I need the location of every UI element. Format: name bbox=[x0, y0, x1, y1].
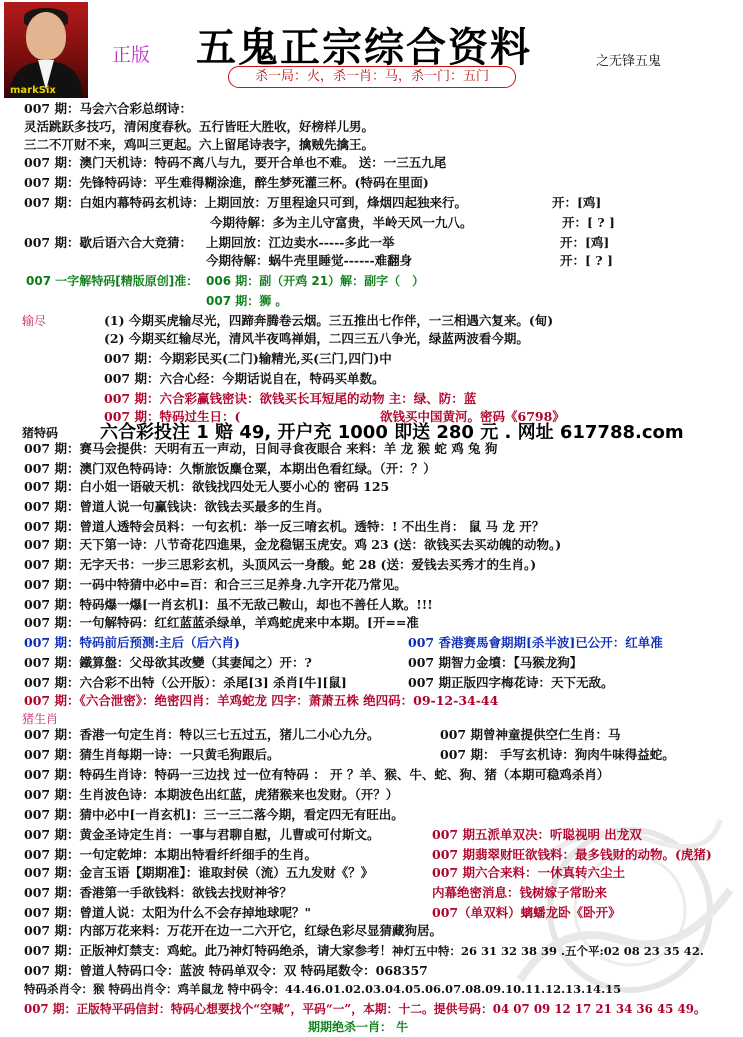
line-08: 007 期：歇后语六合大竞猜： bbox=[24, 235, 192, 250]
line-37: 007 期：黄金圣诗定生肖：一事与君聊自慰，儿曹或可付斯文。 bbox=[24, 827, 380, 842]
line-12: (1) 今期买虎输尽光，四蹄奔腾卷云烟。三五推出七作伴，一三相遇六复来。(甸) bbox=[104, 313, 554, 328]
line-11: 007 期：狮 。 bbox=[206, 294, 288, 308]
line-32: 007 期：香港一句定生肖：特以三七五过五，猪儿二小心九分。 bbox=[24, 727, 380, 742]
line-07-open: 开：[ ? ] bbox=[562, 215, 615, 230]
line-21: 007 期：曾道人说一句赢钱诀：欲钱去买最多的生肖。 bbox=[24, 499, 330, 514]
line-06-open: 开：[鸡] bbox=[552, 195, 602, 210]
line-24: 007 期：无字天书：一步三思彩玄机，头顶风云一身酸。蛇 28 (送：爱钱去买秀才的生肖。) bbox=[24, 557, 537, 572]
line-09-open: 开：[ ? ] bbox=[560, 253, 613, 268]
line-43: 007 期：正版神灯禁支：鸡蛇。此乃神灯特码绝杀，请大家参考！ bbox=[24, 943, 392, 958]
page-title: 五鬼正宗综合资料 bbox=[196, 24, 532, 71]
line-29-b: 007 期智力金墳：【马猴龙狗】 bbox=[408, 655, 583, 670]
line-39: 007 期：金言玉语【期期准】：谁取封侯（流）五九发财《？》 bbox=[24, 865, 374, 880]
line-32-b: 007 期曾神童提供空仁生肖：马 bbox=[440, 727, 621, 742]
line-31: 007 期：《六合泄密》：绝密四肖：羊鸡蛇龙 四字：萧萧五株 绝四码：09-12-34-44 bbox=[24, 693, 499, 708]
line-13: (2) 今期买红输尽光，清风半夜鸣禅娟，二四三五八争光，绿蓝两波看今期。 bbox=[104, 331, 529, 346]
line-01: 007 期：马会六合彩总纲诗： bbox=[24, 101, 192, 116]
line-17: 007 期：特码过生日：( bbox=[104, 409, 241, 424]
line-36: 007 期：猜中必中[一肖玄机]：三一三二落今期，看定四无有旺出。 bbox=[24, 807, 404, 822]
line-06: 007 期：白姐内幕特码玄机诗：上期回放：万里程途只可到，烽烟四起独来行。 bbox=[24, 195, 467, 210]
line-10-b: 006 期：副（开鸡 21）解：副字（ ） bbox=[206, 274, 425, 288]
line-17-b: 欲钱买中国黄河。密码《6798》 bbox=[380, 409, 565, 424]
line-44: 007 期：曾道人特码口令：蓝波 特码单双令：双 特码尾数令：068357 bbox=[24, 963, 428, 978]
line-22: 007 期：曾道人透特会员料：一句玄机：举一反三唷玄机。透特：! 不出生肖： 鼠 马 龙 开？ bbox=[24, 519, 545, 534]
author-label: 之无锋五鬼 bbox=[596, 54, 662, 69]
portrait-photo bbox=[4, 2, 88, 98]
side-label-zhutema: 猪特码 bbox=[22, 426, 59, 440]
line-30-b: 007 期正版四字梅花诗：天下无敌。 bbox=[408, 675, 614, 690]
side-label-shuying: 输尽 bbox=[22, 314, 47, 328]
photo-caption: markSix bbox=[10, 85, 56, 96]
line-15: 007 期：六合心经：今期话说自在，特码买单数。 bbox=[104, 371, 385, 386]
line-47: 期期绝杀一肖： 牛 bbox=[308, 1020, 409, 1034]
line-02: 灵活跳跃多技巧，清闲度春秋。五行皆旺大胜收，好榜样儿男。 bbox=[24, 119, 375, 134]
line-20: 007 期：白小姐一语破天机：欲钱找四处无人要小心的 密码 125 bbox=[24, 479, 390, 494]
line-41: 007 期：曾道人说：太阳为什么不会存掉地球呢？" bbox=[24, 905, 311, 920]
line-40-b: 内幕绝密消息：钱树嫁子常盼来 bbox=[432, 885, 608, 900]
line-16: 007 期：六合彩赢钱密诀：欲钱买长耳短尾的动物 主：绿、防：蓝 bbox=[104, 391, 477, 406]
line-33: 007 期：猜生肖每期一诗：一只黄毛狗跟后。 bbox=[24, 747, 280, 762]
line-41-b: 007（单双料）螭蟠龙卧《卧开》 bbox=[432, 905, 621, 920]
line-28: 007 期：特码前后预测:主后（后六肖) bbox=[24, 635, 240, 650]
line-05: 007 期：先锋特码诗：平生难得糊涂進，醉生梦死灌三杯。(特码在里面) bbox=[24, 175, 429, 190]
line-30: 007 期：六合彩不出特（公开版）：杀尾[3] 杀肖[牛][鼠] bbox=[24, 675, 347, 690]
line-04: 007 期：澳门天机诗：特码不离八与九，要开合单也不难。 送：一三五九尾 bbox=[24, 155, 447, 170]
line-46: 007 期：正版特平码信封：特码心想要找个“空喊”，平码“一”，本期：十二。提供号码：04 07 09 12 17 21 34 36 45 49。 bbox=[24, 1002, 706, 1016]
line-08-open: 开：[鸡] bbox=[560, 235, 610, 250]
side-label-zhushengxiao: 猪生肖 bbox=[22, 712, 59, 726]
line-09: 今期待解：蜗牛壳里睡觉------难翻身 bbox=[206, 253, 413, 268]
line-40: 007 期：香港第一手欲钱料：欲钱去找财神爷？ bbox=[24, 885, 292, 900]
line-29: 007 期：鐵算盤：父母欲其改變（其妻闻之）开：? bbox=[24, 655, 312, 670]
line-38-b: 007 期翡翠财旺欲钱料：最多钱财的动物。(虎猪) bbox=[432, 847, 712, 862]
line-28-b: 007 香港赛馬會期期[杀半波]已公开：红单准 bbox=[408, 635, 663, 650]
line-03: 三二不丌财不来，鸡叫三更起。六上留尾诗表字，擒贼先擒王。 bbox=[24, 137, 375, 152]
line-10: 007 一字解特码[精版原创]准： bbox=[26, 274, 199, 288]
line-23: 007 期：天下第一诗：八节奇花四進果，金龙稳锯玉虎安。鸡 23 (送：欲钱买去买动魄的动物。) bbox=[24, 537, 562, 552]
line-42: 007 期：内部万花来料：万花开在边一二六开它，红绿色彩尽显猜藏狗居。 bbox=[24, 923, 442, 938]
line-19: 007 期：澳门双色特码诗：久惭旅饭麋仓粟，本期出色看红绿。（开：？） bbox=[24, 461, 436, 476]
line-25: 007 期：一码中特猜中必中=百：和合三三足养身.九字开花乃常见。 bbox=[24, 577, 407, 592]
line-38: 007 期：一句定乾坤：本期出特看纤纤细手的生肖。 bbox=[24, 847, 317, 862]
line-26: 007 期：特码爆一爆[一肖玄机]：虽不无敌己鞍山，却也不善任人欺。!!! bbox=[24, 597, 433, 612]
line-14: 007 期：今期彩民买(二门)输精光,买(三门,四门)中 bbox=[104, 351, 392, 366]
line-07: 今期待解：多为主儿守富贵，半岭天风一九八。 bbox=[210, 215, 473, 230]
line-08-b: 上期回放：江边卖水-----多此一举 bbox=[206, 235, 395, 250]
line-34: 007 期：特码生肖诗：特码一三边找 过一位有特码 ： 开 ？羊、猴、牛、蛇、狗、猪（本期可稳鸡杀肖） bbox=[24, 767, 610, 782]
line-43-b: 神灯五中特：26 31 32 38 39 .五个平:02 08 23 35 42. bbox=[392, 944, 704, 958]
promo-banner: 六合彩投注 1 赔 49, 开户充 1000 即送 280 元 . 网址 617788.com bbox=[100, 422, 684, 443]
line-18: 007 期：赛马会提供：天明有五一声动，日间寻食夜眼合 来料：羊 龙 猴 蛇 鸡 兔 狗 bbox=[24, 441, 498, 456]
line-35: 007 期：生肖波色诗：本期波色出红蓝，虎猪猴来也发财。（开？） bbox=[24, 787, 399, 802]
line-45: 特码杀肖令：猴 特码出肖令：鸡羊鼠龙 特中码令：44.46.01.02.03.04.05.06.07.08.09.10.11.12.13.14.15 bbox=[24, 982, 622, 996]
line-39-b: 007 期六合来料：一休真转六尘土 bbox=[432, 865, 625, 880]
line-33-b: 007 期： 手写玄机诗：狗肉牛味得益蛇。 bbox=[440, 747, 675, 762]
kill-banner: 杀一局：火，杀一肖：马，杀一门：五门 bbox=[228, 66, 516, 88]
edition-label: 正版 bbox=[112, 44, 151, 66]
line-27: 007 期：一句解特码：红红蓝蓝杀绿单，羊鸡蛇虎来中本期。[开==准 bbox=[24, 615, 419, 630]
line-37-b: 007 期五派单双决：听聪视明 出龙双 bbox=[432, 827, 642, 842]
